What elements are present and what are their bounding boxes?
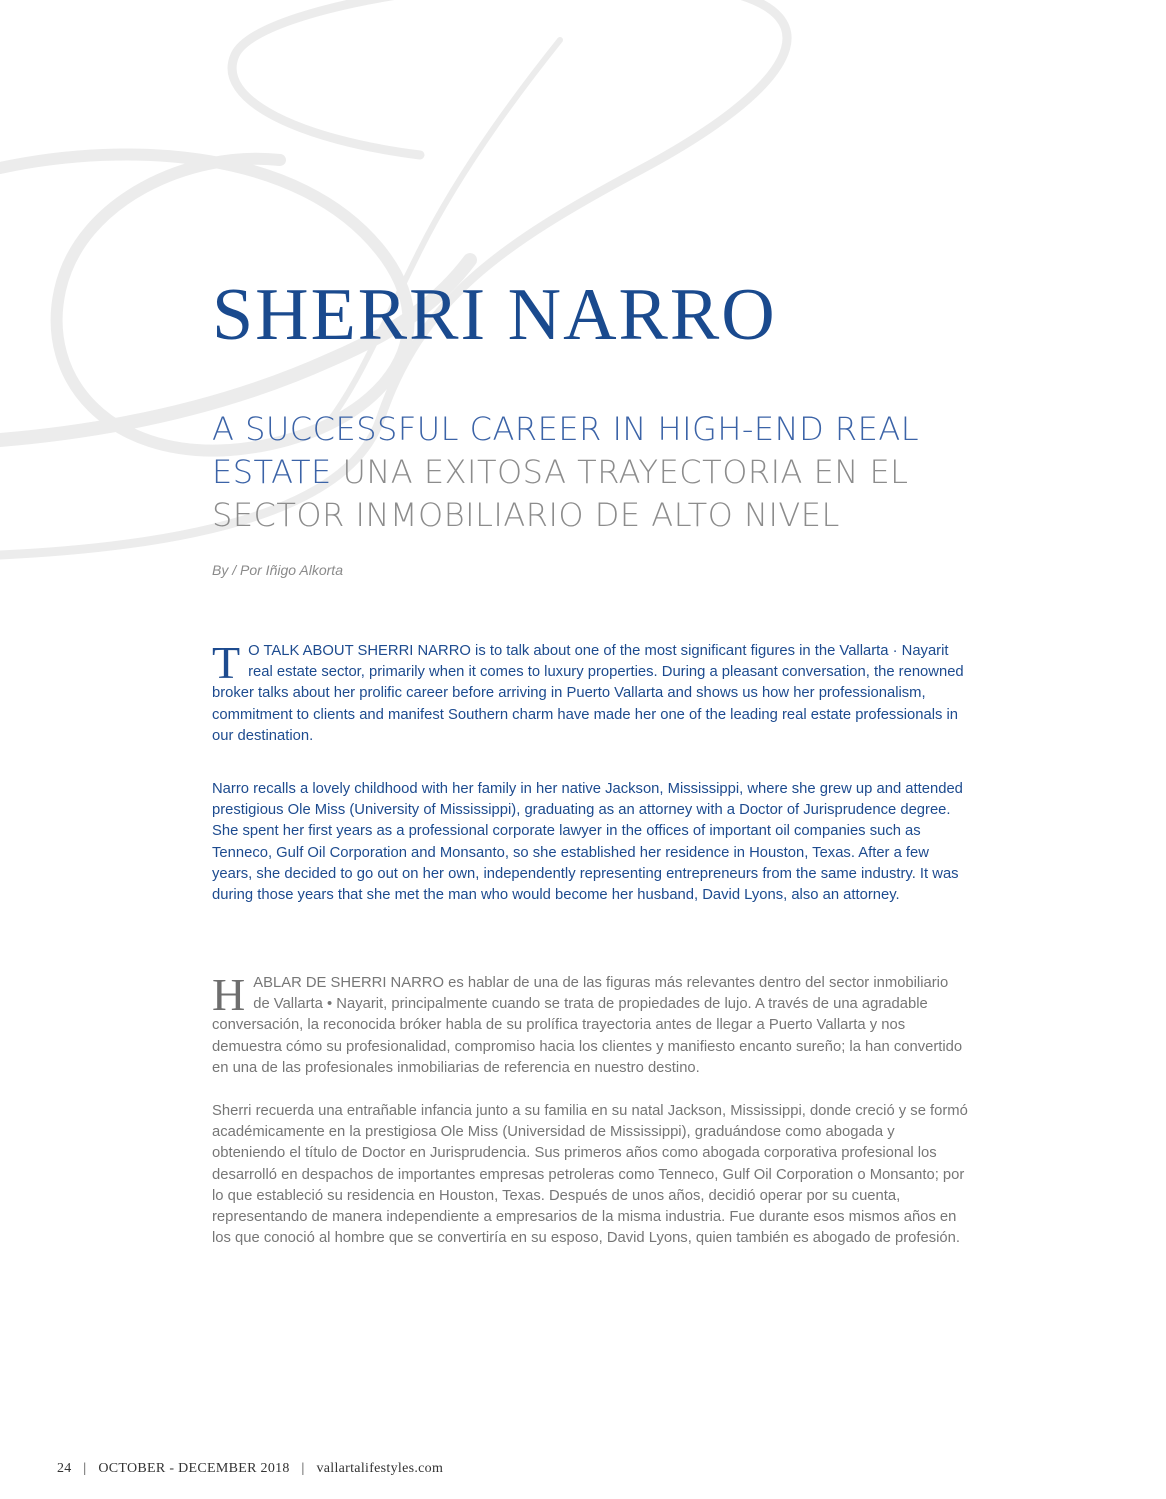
english-paragraph-1 <box>212 637 968 747</box>
spanish-paragraph-1 <box>212 969 968 1079</box>
subtitle-spanish: UNA EXITOSA TRAYECTORIA EN EL SECTOR INMOBILIARIO DE ALTO NIVEL <box>212 453 909 534</box>
drop-cap: H <box>212 969 246 1020</box>
english-paragraph-2 <box>212 779 968 906</box>
spanish-paragraph-2 <box>212 1101 968 1249</box>
page-footer <box>57 1461 443 1477</box>
website-link[interactable]: vallartalifestyles.com <box>316 1461 444 1476</box>
subtitle-english: A SUCCESSFUL CAREER IN HIGH-END REAL ESTATE <box>212 410 920 491</box>
page-number: 24 <box>57 1461 72 1476</box>
paragraph-text: ABLAR DE SHERRI NARRO es hablar de una de las figuras más relevantes dentro del sector inmobiliario de Vallarta • Nayarit, principalmente cuando se trata de propiedades de lujo. A través de una agradable conversación, la reconocida bróker habla de su prolífica trayectoria antes de llegar a Puerto Vallarta y nos demuestra cómo su profesionalidad, compromiso hacia los clientes y manifiesto encanto sureño; la han convertido en una de las profesionales inmobiliarias de referencia en nuestro destino. <box>212 975 963 1076</box>
drop-cap: T <box>212 637 241 688</box>
issue-date: OCTOBER - DECEMBER 2018 <box>98 1461 290 1476</box>
article-title: SHERRI NARRO <box>212 274 777 356</box>
paragraph-text: Sherri recuerda una entrañable infancia junto a su familia en su natal Jackson, Mississippi, donde creció y se formó académicamente en la prestigiosa Ole Miss (Universidad de Mississippi), graduándose como abogada y obteniendo el título de Doctor en Jurisprudencia. Sus primeros años como abogada corporativa profesional los desarrolló en despachos de importantes empresas petroleras como Tenneco, Gulf Oil Corporation o Monsanto; por lo que estableció su residencia en Houston, Texas. Después de unos años, decidió operar por su cuenta, representando de manera independiente a empresarios de la misma industria. Fue durante esos mismos años en los que conoció al hombre que se convertiría en su esposo, David Lyons, quien también es abogado de profesión. <box>212 1103 968 1247</box>
article-byline: By / Por Iñigo Alkorta <box>212 562 343 578</box>
footer-separator: | <box>83 1461 87 1476</box>
article-subtitle <box>212 408 932 537</box>
paragraph-text: O TALK ABOUT SHERRI NARRO is to talk about one of the most significant figures in the Vallarta · Nayarit real estate sector, primarily when it comes to luxury properties. During a pleasant conversation, the renowned broker talks about her prolific career before arriving in Puerto Vallarta and shows us how her professionalism, commitment to clients and manifest Southern charm have made her one of the leading real estate professionals in our destination. <box>212 643 964 744</box>
paragraph-text: Narro recalls a lovely childhood with her family in her native Jackson, Mississippi, where she grew up and attended prestigious Ole Miss (University of Mississippi), graduating as an attorney with a Doctor of Jurisprudence degree. She spent her first years as a professional corporate lawyer in the offices of important oil companies such as Tenneco, Gulf Oil Corporation and Monsanto, so she established her residence in Houston, Texas. After a few years, she decided to go out on her own, independently representing entrepreneurs from the same industry. It was during those years that she met the man who would become her husband, David Lyons, also an attorney. <box>212 781 963 904</box>
footer-separator: | <box>301 1461 305 1476</box>
